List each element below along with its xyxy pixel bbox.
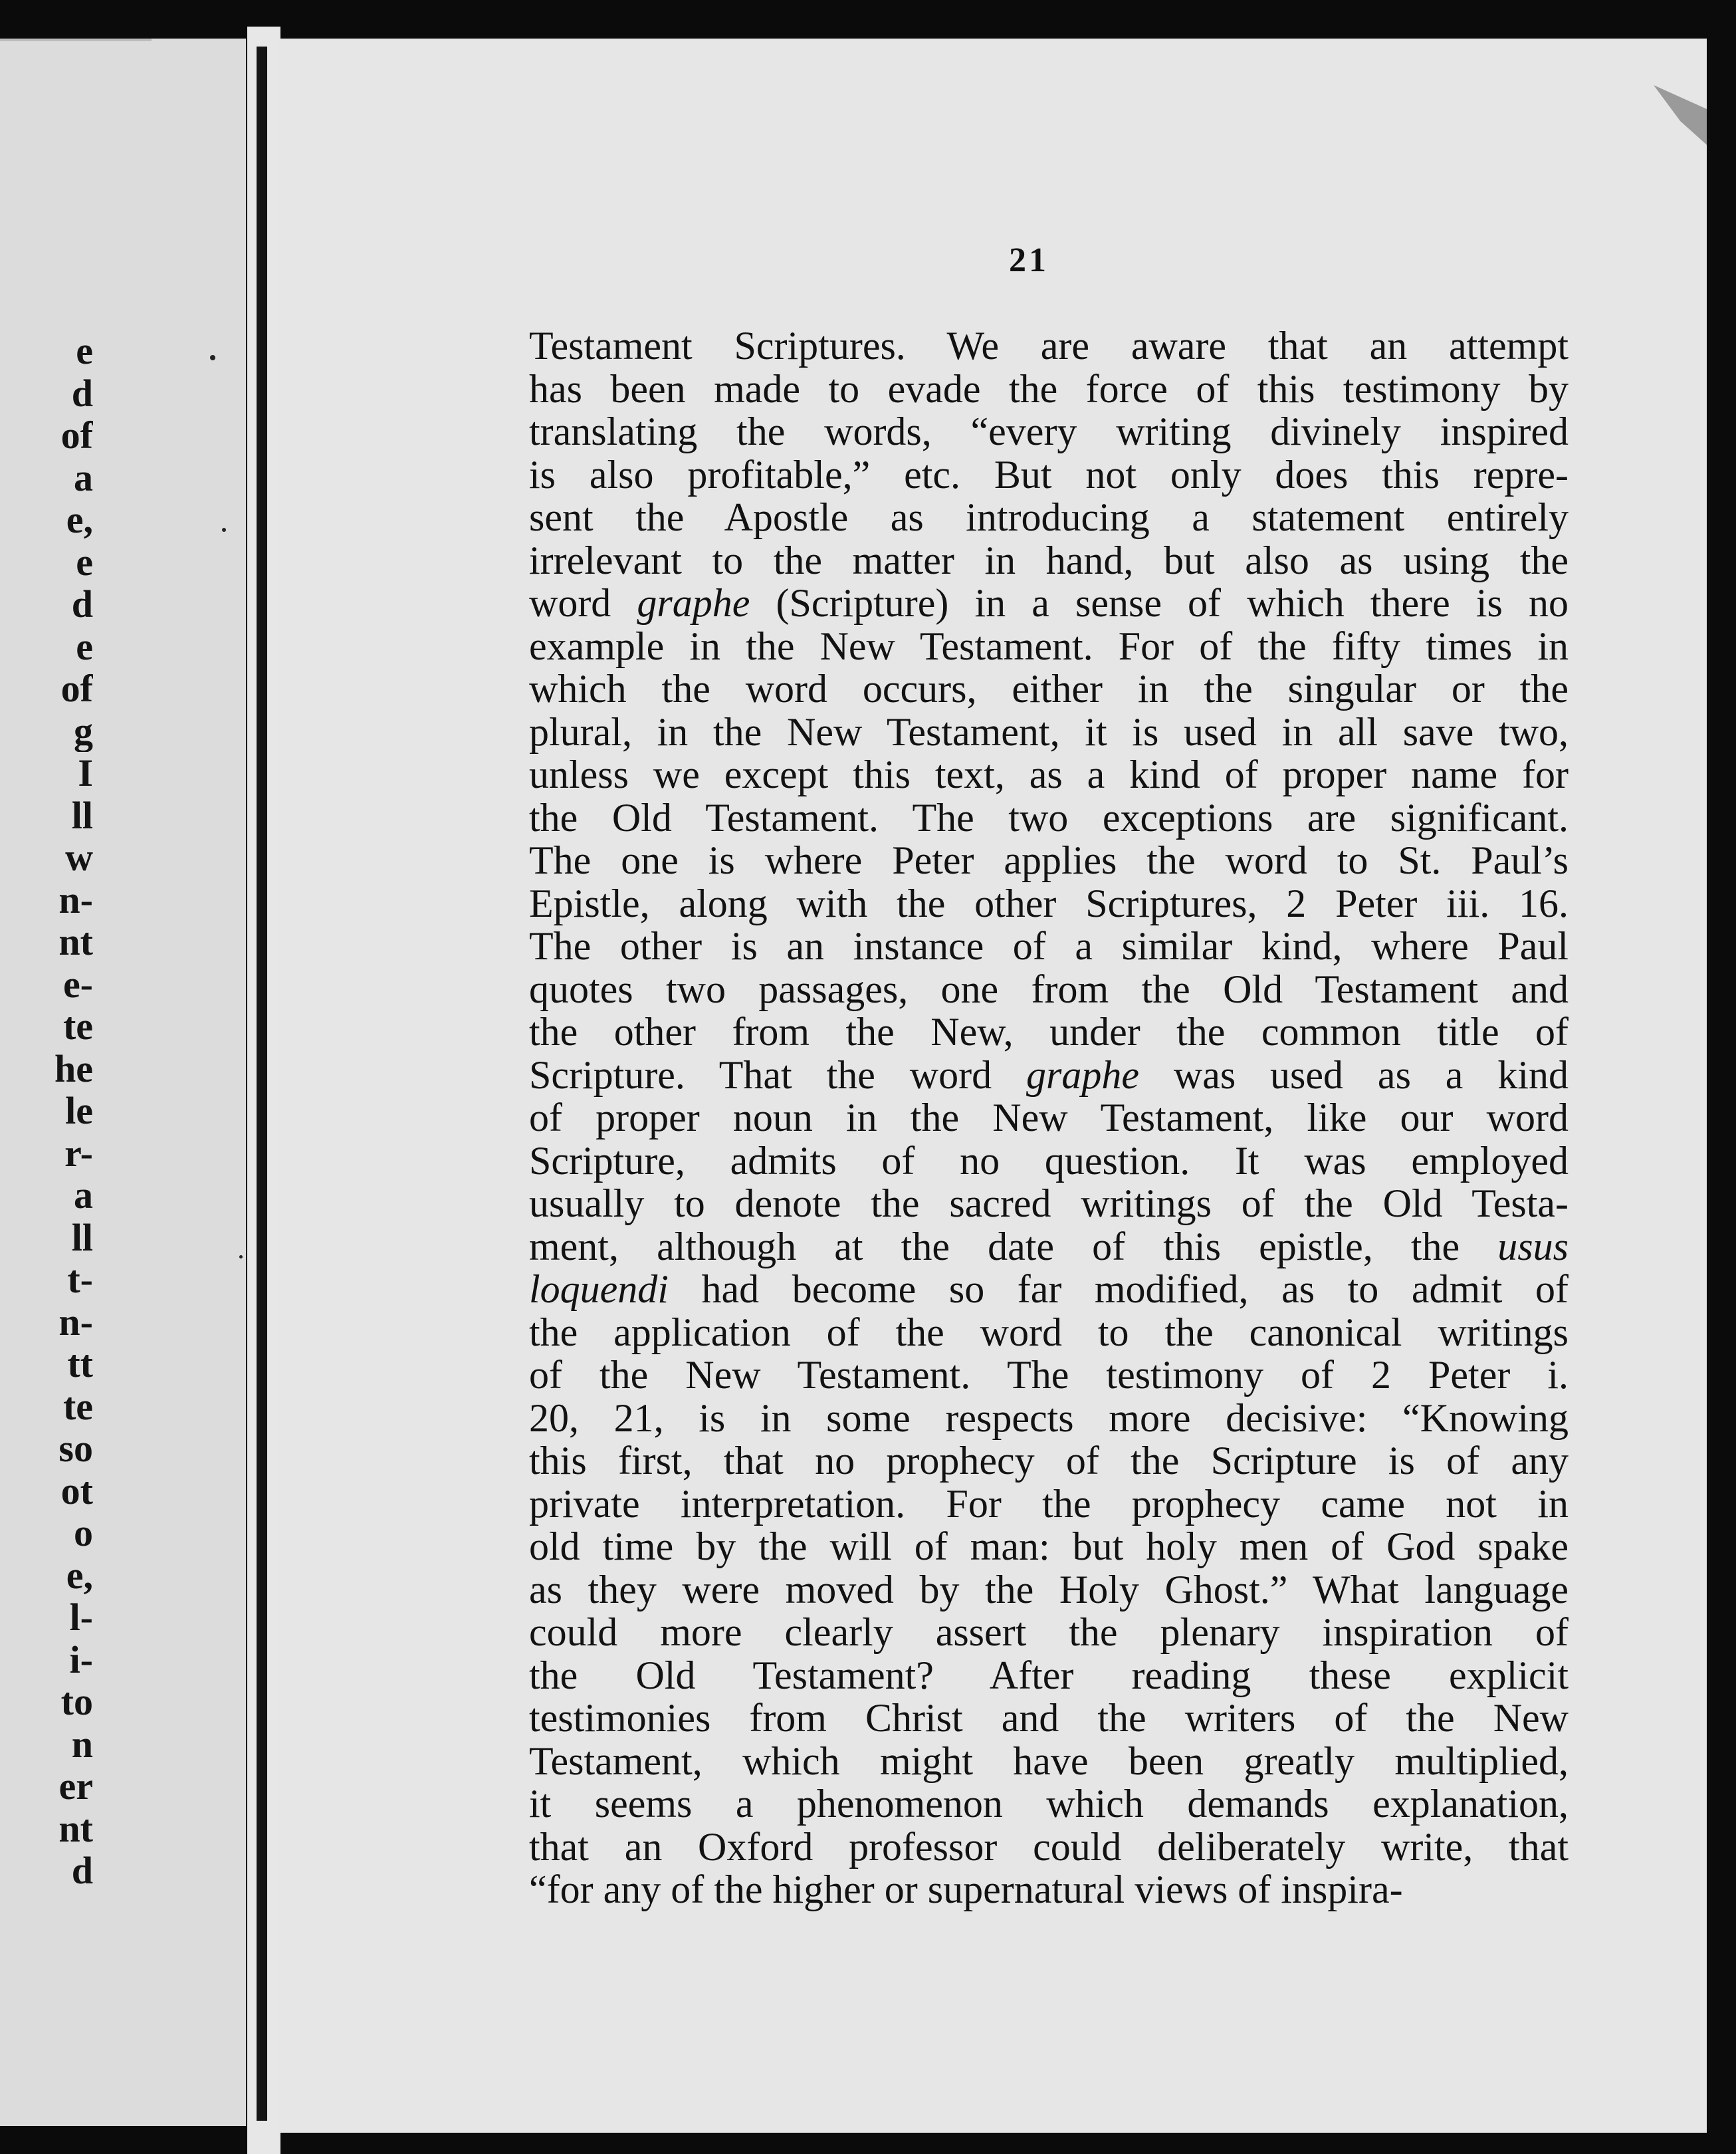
left-fragment-line: e bbox=[76, 625, 93, 667]
left-fragment-line: a bbox=[74, 456, 93, 499]
text-line: the Old Testament. The two exceptions are significant. bbox=[529, 795, 1569, 840]
text-line: Scripture. That the word graphe was used as a kind bbox=[529, 1052, 1569, 1097]
left-fragment-line: n- bbox=[58, 1300, 93, 1343]
text-line: word graphe (Scripture) in a sense of which there is no bbox=[529, 581, 1569, 625]
text-line: this first, that no prophecy of the Scripture is of any bbox=[529, 1439, 1569, 1483]
text-line: the Old Testament? After reading these explicit bbox=[529, 1653, 1569, 1697]
left-fragment-line: he bbox=[54, 1047, 93, 1090]
text-line: private interpretation. For the prophecy came not in bbox=[529, 1481, 1569, 1526]
left-fragment-line: o bbox=[74, 1512, 93, 1554]
left-fragment-line: d bbox=[71, 1850, 93, 1892]
left-fragment-line: e, bbox=[66, 1554, 93, 1596]
left-fragment-line: e- bbox=[62, 963, 93, 1005]
text-line: quotes two passages, one from the Old Testament and bbox=[529, 967, 1569, 1011]
text-line: of proper noun in the New Testament, like our word bbox=[529, 1096, 1569, 1139]
left-fragment-line: so bbox=[58, 1427, 93, 1470]
text-line: 20, 21, is in some respects more decisive: “Knowing bbox=[529, 1395, 1569, 1440]
text-line: as they were moved by the Holy Ghost.” What language bbox=[529, 1567, 1569, 1612]
left-fragment-line: a bbox=[74, 1174, 93, 1217]
left-fragment-line: d bbox=[71, 372, 93, 414]
text-line: The one is where Peter applies the word to St. Paul’s bbox=[529, 838, 1569, 882]
ink-speck bbox=[222, 528, 226, 532]
text-line: Scripture, admits of no question. It was employed bbox=[529, 1138, 1569, 1183]
left-fragment-line: i- bbox=[69, 1638, 93, 1681]
text-line: sent the Apostle as introducing a statement entirely bbox=[529, 495, 1569, 539]
text-line: which the word occurs, either in the singular or the bbox=[529, 667, 1569, 711]
text-line: is also profitable,” etc. But not only does this repre- bbox=[529, 452, 1569, 497]
text-line: it seems a phenomenon which demands explanation, bbox=[529, 1782, 1569, 1826]
left-fragment-line: d bbox=[71, 583, 93, 626]
left-fragment-line: le bbox=[65, 1090, 93, 1132]
left-fragment-line: I bbox=[78, 752, 93, 794]
text-line: of the New Testament. The testimony of 2 Peter i. bbox=[529, 1353, 1569, 1397]
left-fragment-line: l- bbox=[69, 1596, 93, 1639]
text-line: irrelevant to the matter in hand, but also as using the bbox=[529, 538, 1569, 582]
left-fragment-line: of bbox=[60, 667, 93, 710]
left-fragment-line: r- bbox=[64, 1132, 93, 1174]
text-line: “for any of the higher or supernatural views of inspira- bbox=[529, 1867, 1403, 1911]
left-page-text-fragments bbox=[0, 330, 93, 1892]
left-fragment-line: te bbox=[62, 1005, 93, 1048]
left-fragment-line: w bbox=[65, 836, 93, 879]
page-number: 21 bbox=[1009, 241, 1049, 279]
text-line: old time by the will of man: but holy men of God spake bbox=[529, 1524, 1569, 1568]
left-fragment-line: e, bbox=[66, 499, 93, 541]
left-fragment-line: te bbox=[62, 1385, 93, 1427]
left-fragment-line: ot bbox=[60, 1469, 93, 1512]
text-line: that an Oxford professor could deliberately write, that bbox=[529, 1824, 1569, 1869]
ink-speck bbox=[239, 1255, 243, 1258]
left-fragment-line: er bbox=[58, 1765, 93, 1808]
left-fragment-line: ll bbox=[71, 1216, 93, 1258]
text-line: example in the New Testament. For of the fifty times in bbox=[529, 624, 1569, 668]
left-fragment-line: tt bbox=[67, 1343, 93, 1385]
page-edge-strip bbox=[0, 39, 152, 41]
binding-shadow bbox=[257, 47, 267, 2121]
text-line: loquendi had become so far modified, as to admit of bbox=[529, 1267, 1569, 1311]
text-line: ment, although at the date of this epistle, the usus bbox=[529, 1224, 1569, 1268]
left-fragment-line: n- bbox=[58, 878, 93, 921]
text-line: The other is an instance of a similar kind, where Paul bbox=[529, 924, 1569, 968]
text-line: Epistle, along with the other Scriptures, 2 Peter iii. 16. bbox=[529, 881, 1569, 925]
text-line: unless we except this text, as a kind of proper name for bbox=[529, 753, 1569, 796]
text-line: plural, in the New Testament, it is used in all save two, bbox=[529, 709, 1569, 754]
text-line: the other from the New, under the common title of bbox=[529, 1010, 1569, 1054]
text-line: testimonies from Christ and the writers of the New bbox=[529, 1696, 1569, 1740]
left-fragment-line: e bbox=[76, 330, 93, 372]
text-line: usually to denote the sacred writings of the Old Testa- bbox=[529, 1181, 1569, 1225]
text-line: the application of the word to the canonical writings bbox=[529, 1310, 1569, 1354]
left-fragment-line: ll bbox=[71, 794, 93, 836]
ink-speck bbox=[210, 355, 215, 360]
left-fragment-line: n bbox=[71, 1723, 93, 1765]
left-fragment-line: t- bbox=[67, 1258, 93, 1301]
text-line: translating the words, “every writing divinely inspired bbox=[529, 410, 1569, 453]
text-line: Testament, which might have been greatly multiplied, bbox=[529, 1738, 1569, 1783]
left-fragment-line: nt bbox=[58, 1807, 93, 1850]
left-fragment-line: e bbox=[76, 540, 93, 583]
left-fragment-line: nt bbox=[58, 921, 93, 963]
left-facing-page bbox=[0, 39, 246, 2126]
left-fragment-line: to bbox=[60, 1681, 93, 1723]
body-text bbox=[529, 324, 1569, 1911]
text-line: has been made to evade the force of this testimony by bbox=[529, 366, 1569, 411]
page-corner-fold bbox=[1654, 85, 1707, 145]
text-line: could more clearly assert the plenary inspiration of bbox=[529, 1610, 1569, 1654]
left-fragment-line: of bbox=[60, 414, 93, 457]
left-fragment-line: g bbox=[74, 709, 93, 752]
text-line: Testament Scriptures. We are aware that an attempt bbox=[529, 324, 1569, 368]
